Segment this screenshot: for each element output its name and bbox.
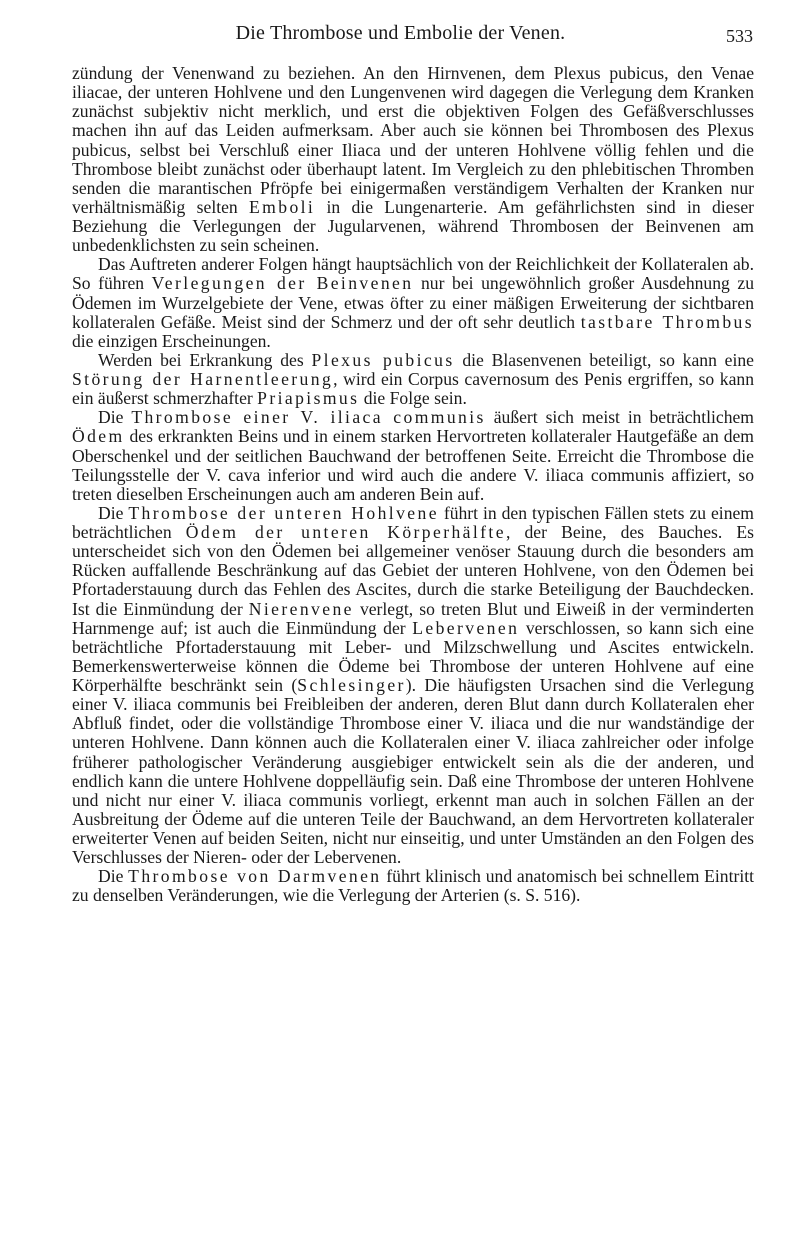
spaced-emphasis: Thrombose von Darmvenen (128, 866, 382, 887)
text-run: des erkrankten Beins und in einem starken Hervortreten kollateraler Hautgefäße an dem Oberschenkel und der seitlichen Bauchwand der betroffenen Seite. Erreicht die Thrombose die Teilungsstelle der V. cava inferior und wird auch die andere V. iliaca communis affiziert, so treten dieselben Erscheinungen auch am anderen Bein auf. (72, 426, 754, 504)
body-text (72, 64, 754, 906)
paragraph (72, 64, 754, 255)
text-run: verschlossen, so kann sich eine beträchtliche Pfortaderstauung mit Leber- und Milzschwellung und Ascites entwickeln. Bemerkenswerterweise können die Ödeme bei Thrombose der unteren Hohlvene auf eine Körperhälfte beschränkt sein ( (72, 617, 754, 695)
text-run: die Blasenvenen beteiligt, so kann eine (454, 349, 754, 370)
text-run: führt klinisch und anatomisch bei schnellem Eintritt zu denselben Veränderungen, wie die Verlegung der Arterien (s. S. 516). (72, 866, 754, 906)
paragraph (72, 351, 754, 408)
paragraph (72, 504, 754, 867)
text-run: verlegt, so treten Blut und Eiweiß in der verminderten Harnmenge auf; ist auch die Einmündung der (72, 598, 754, 638)
text-run: in die Lungenarterie. Am gefährlichsten sind in dieser Beziehung die Verlegungen der Jugularvenen, während Thrombosen der Beinvenen am unbedenklichsten zu sein scheinen. (72, 196, 754, 256)
text-run: äußert sich meist in beträchtlichem (485, 407, 754, 428)
text-run: die einzigen Erscheinungen. (72, 330, 271, 351)
text-run: ). Die häufigsten Ursachen sind die Verlegung einer V. iliaca communis bei Freibleiben der anderen, deren Blut dann durch Kollateralen eher Abfluß findet, oder die vollständige Thrombose einer V. iliaca und die nur wandständige der unteren Hohlvene. Dann können auch die Kollateralen einer V. iliaca zahlreicher oder infolge früherer pathologischer Veränderung ausgiebiger entwickelt sein als die der anderen, und endlich kann die untere Hohlvene doppelläufig sein. Daß eine Thrombose der unteren Hohlvene und nicht nur einer V. iliaca communis vorliegt, erkennt man auch in solchen Fällen an der Ausbreitung der Ödeme auf die unteren Teile der Bauchwand, an dem Hervortreten kollateraler erweiterter Venen auf beiden Seiten, nicht nur einseitig, und unter Umständen an den Folgen des Verschlusses der Nieren- oder der Lebervenen. (72, 675, 754, 868)
page-number: 533 (726, 26, 753, 46)
text-run: Die (98, 866, 129, 887)
spaced-emphasis: Störung der Harnentleerung (72, 369, 334, 389)
running-title: Die Thrombose und Embolie der Venen. (235, 22, 566, 44)
spaced-emphasis: Thrombose der unteren Hohlvene (128, 502, 439, 523)
text-run: die Folge sein. (359, 388, 467, 409)
text-run: , der Beine, des Bauches. Es unterscheidet sich von den Ödemen bei allgemeiner venöser Stauung durch die besonders am Rücken auffallende Beschränkung auf das Gebiet der unteren Hohlvene, von den Ödemen bei Pfortaderstauung durch das Fehlen des Ascites, durch die starke Beteiligung der Bauchdecken. Ist die Einmündung der (72, 522, 755, 619)
text-run: Das Auftreten anderer Folgen hängt hauptsächlich von der Reichlichkeit der Kollateralen ab. So führen (72, 254, 754, 294)
spaced-emphasis: Ödem (72, 426, 125, 447)
spaced-emphasis: tastbare Thrombus (580, 311, 754, 332)
spaced-emphasis: Plexus pubicus (311, 349, 455, 370)
spaced-emphasis: Thrombose einer V. iliaca communis (131, 407, 486, 428)
text-run: Die (98, 502, 129, 523)
spaced-emphasis: Emboli (249, 196, 316, 217)
text-run: führt in den typischen Fällen stets zu einem beträchtlichen (72, 502, 754, 542)
paragraph (72, 867, 754, 905)
spaced-emphasis: Lebervenen (412, 617, 520, 638)
spaced-emphasis: Verlegungen der Beinvenen (151, 273, 414, 294)
text-run: Die (98, 407, 132, 428)
text-run: zündung der Venenwand zu beziehen. An den Hirnvenen, dem Plexus pubicus, den Venae iliacae, der unteren Hohlvene und den Lungenvenen wird dagegen die Verlegung dem Kranken zunächst subjektiv nicht merklich, und erst die objektiven Folgen des Gefäßverschlusses machen ihn auf das Leiden aufmerksam. Aber auch sie können bei Thrombosen des Plexus pubicus, selbst bei Verschluß einer Iliaca und der unteren Hohlvene völlig fehlen und die Thrombose bleibt zunächst oder überhaupt latent. Im Vergleich zu den phlebitischen Thromben senden die marantischen Pfröpfe bei einigermaßen verständigem Verhalten der Kranken nur verhältnismäßig selten (72, 63, 754, 217)
text-run: Werden bei Erkrankung des (98, 349, 312, 370)
spaced-emphasis: Nierenvene (248, 598, 354, 619)
spaced-emphasis: Ödem der unteren Körperhälfte (185, 522, 506, 542)
paragraph (72, 255, 754, 351)
text-run: nur bei ungewöhnlich großer Ausdehnung zu Ödemen im Wurzelgebiete der Vene, etwas öfter zu einer mäßigen Erweiterung der sichtbaren kollateralen Gefäße. Meist sind der Schmerz und der oft sehr deutlich (72, 273, 754, 332)
text-run: , wird ein Corpus cavernosum des Penis ergriffen, so kann ein äußerst schmerzhafter (72, 369, 754, 409)
spaced-emphasis: Schlesinger (297, 675, 406, 695)
paragraph (72, 408, 754, 504)
spaced-emphasis: Priapismus (257, 388, 360, 409)
page-header (0, 22, 801, 52)
